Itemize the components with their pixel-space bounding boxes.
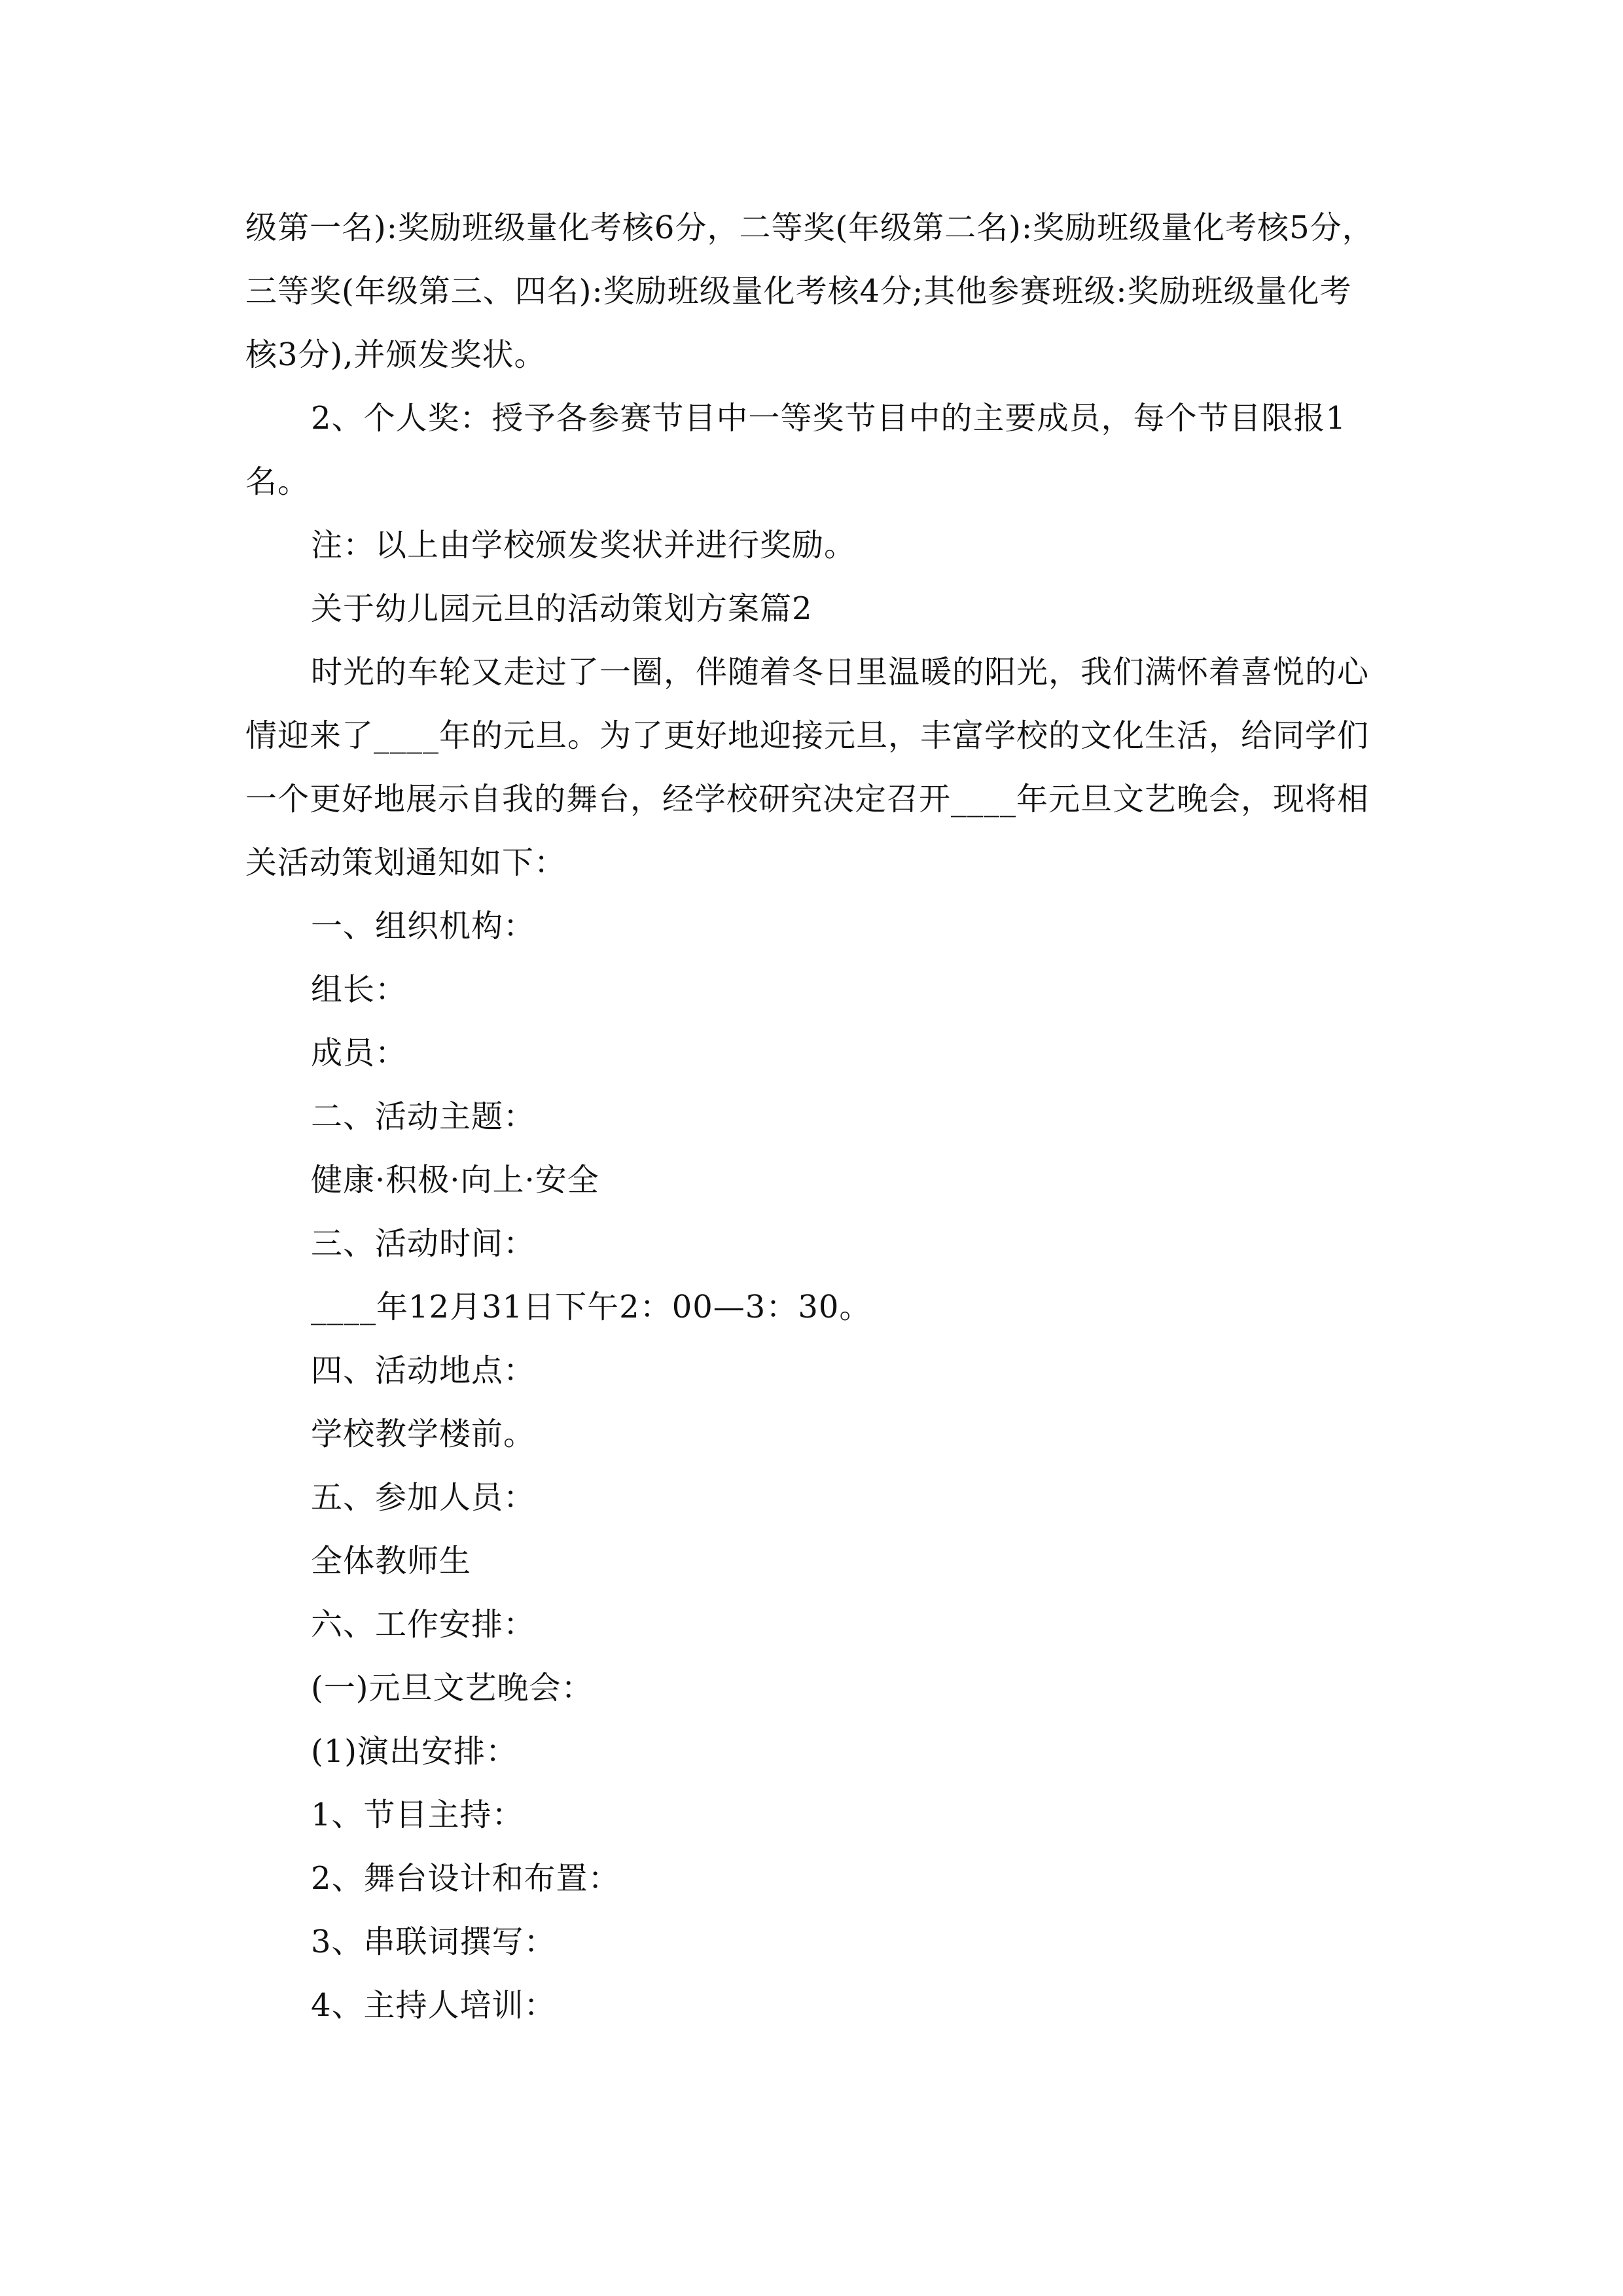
time-text: ____年12月31日下午2：00—3：30。 [311,1289,872,1325]
paragraph-note: 注：以上由学校颁发奖状并进行奖励。 [311,527,857,564]
theme-text: 健康·积极·向上·安全 [311,1162,599,1198]
heading-organization: 一、组织机构： [311,908,536,944]
heading-location: 四、活动地点： [311,1352,536,1389]
participants-text: 全体教师生 [311,1543,472,1579]
field-leader: 组长： [311,971,408,1008]
subheading-performance: (1)演出安排： [311,1733,518,1770]
list-item-stage: 2、舞台设计和布置： [311,1860,620,1897]
paragraph-intro: 时光的车轮又走过了一圈，伴随着冬日里温暖的阳光，我们满怀着喜悦的心情迎来了____年的元旦。为了更好地迎接元旦，丰富学校的文化生活，给同学们一个更好地展示自我的舞台，经学校研究决定召开____年元旦文艺晚会，现将相关活动策划通知如下： [245,654,1370,881]
location-text: 学校教学楼前。 [311,1416,536,1452]
paragraph-awards-class: 级第一名):奖励班级量化考核6分，二等奖(年级第二名):奖励班级量化考核5分，三等奖(年级第三、四名):奖励班级量化考核4分;其他参赛班级:奖励班级量化考核3分),并颁发奖状。 [245,209,1374,373]
list-item-host: 1、节目主持： [311,1797,524,1833]
heading-time: 三、活动时间： [311,1225,536,1262]
field-members: 成员： [311,1035,408,1071]
list-item-training: 4、主持人培训： [311,1987,556,2024]
heading-participants: 五、参加人员： [311,1479,536,1516]
list-item-script: 3、串联词撰写： [311,1924,556,1960]
heading-work-arrangement: 六、工作安排： [311,1606,536,1643]
subheading-gala: (一)元旦文艺晚会： [311,1670,594,1706]
heading-theme: 二、活动主题： [311,1098,536,1135]
section-title: 关于幼儿园元旦的活动策划方案篇2 [311,590,813,627]
document-body [245,196,1381,2037]
paragraph-awards-individual: 2、个人奖：授予各参赛节目中一等奖节目中的主要成员，每个节目限报1名。 [245,400,1347,500]
